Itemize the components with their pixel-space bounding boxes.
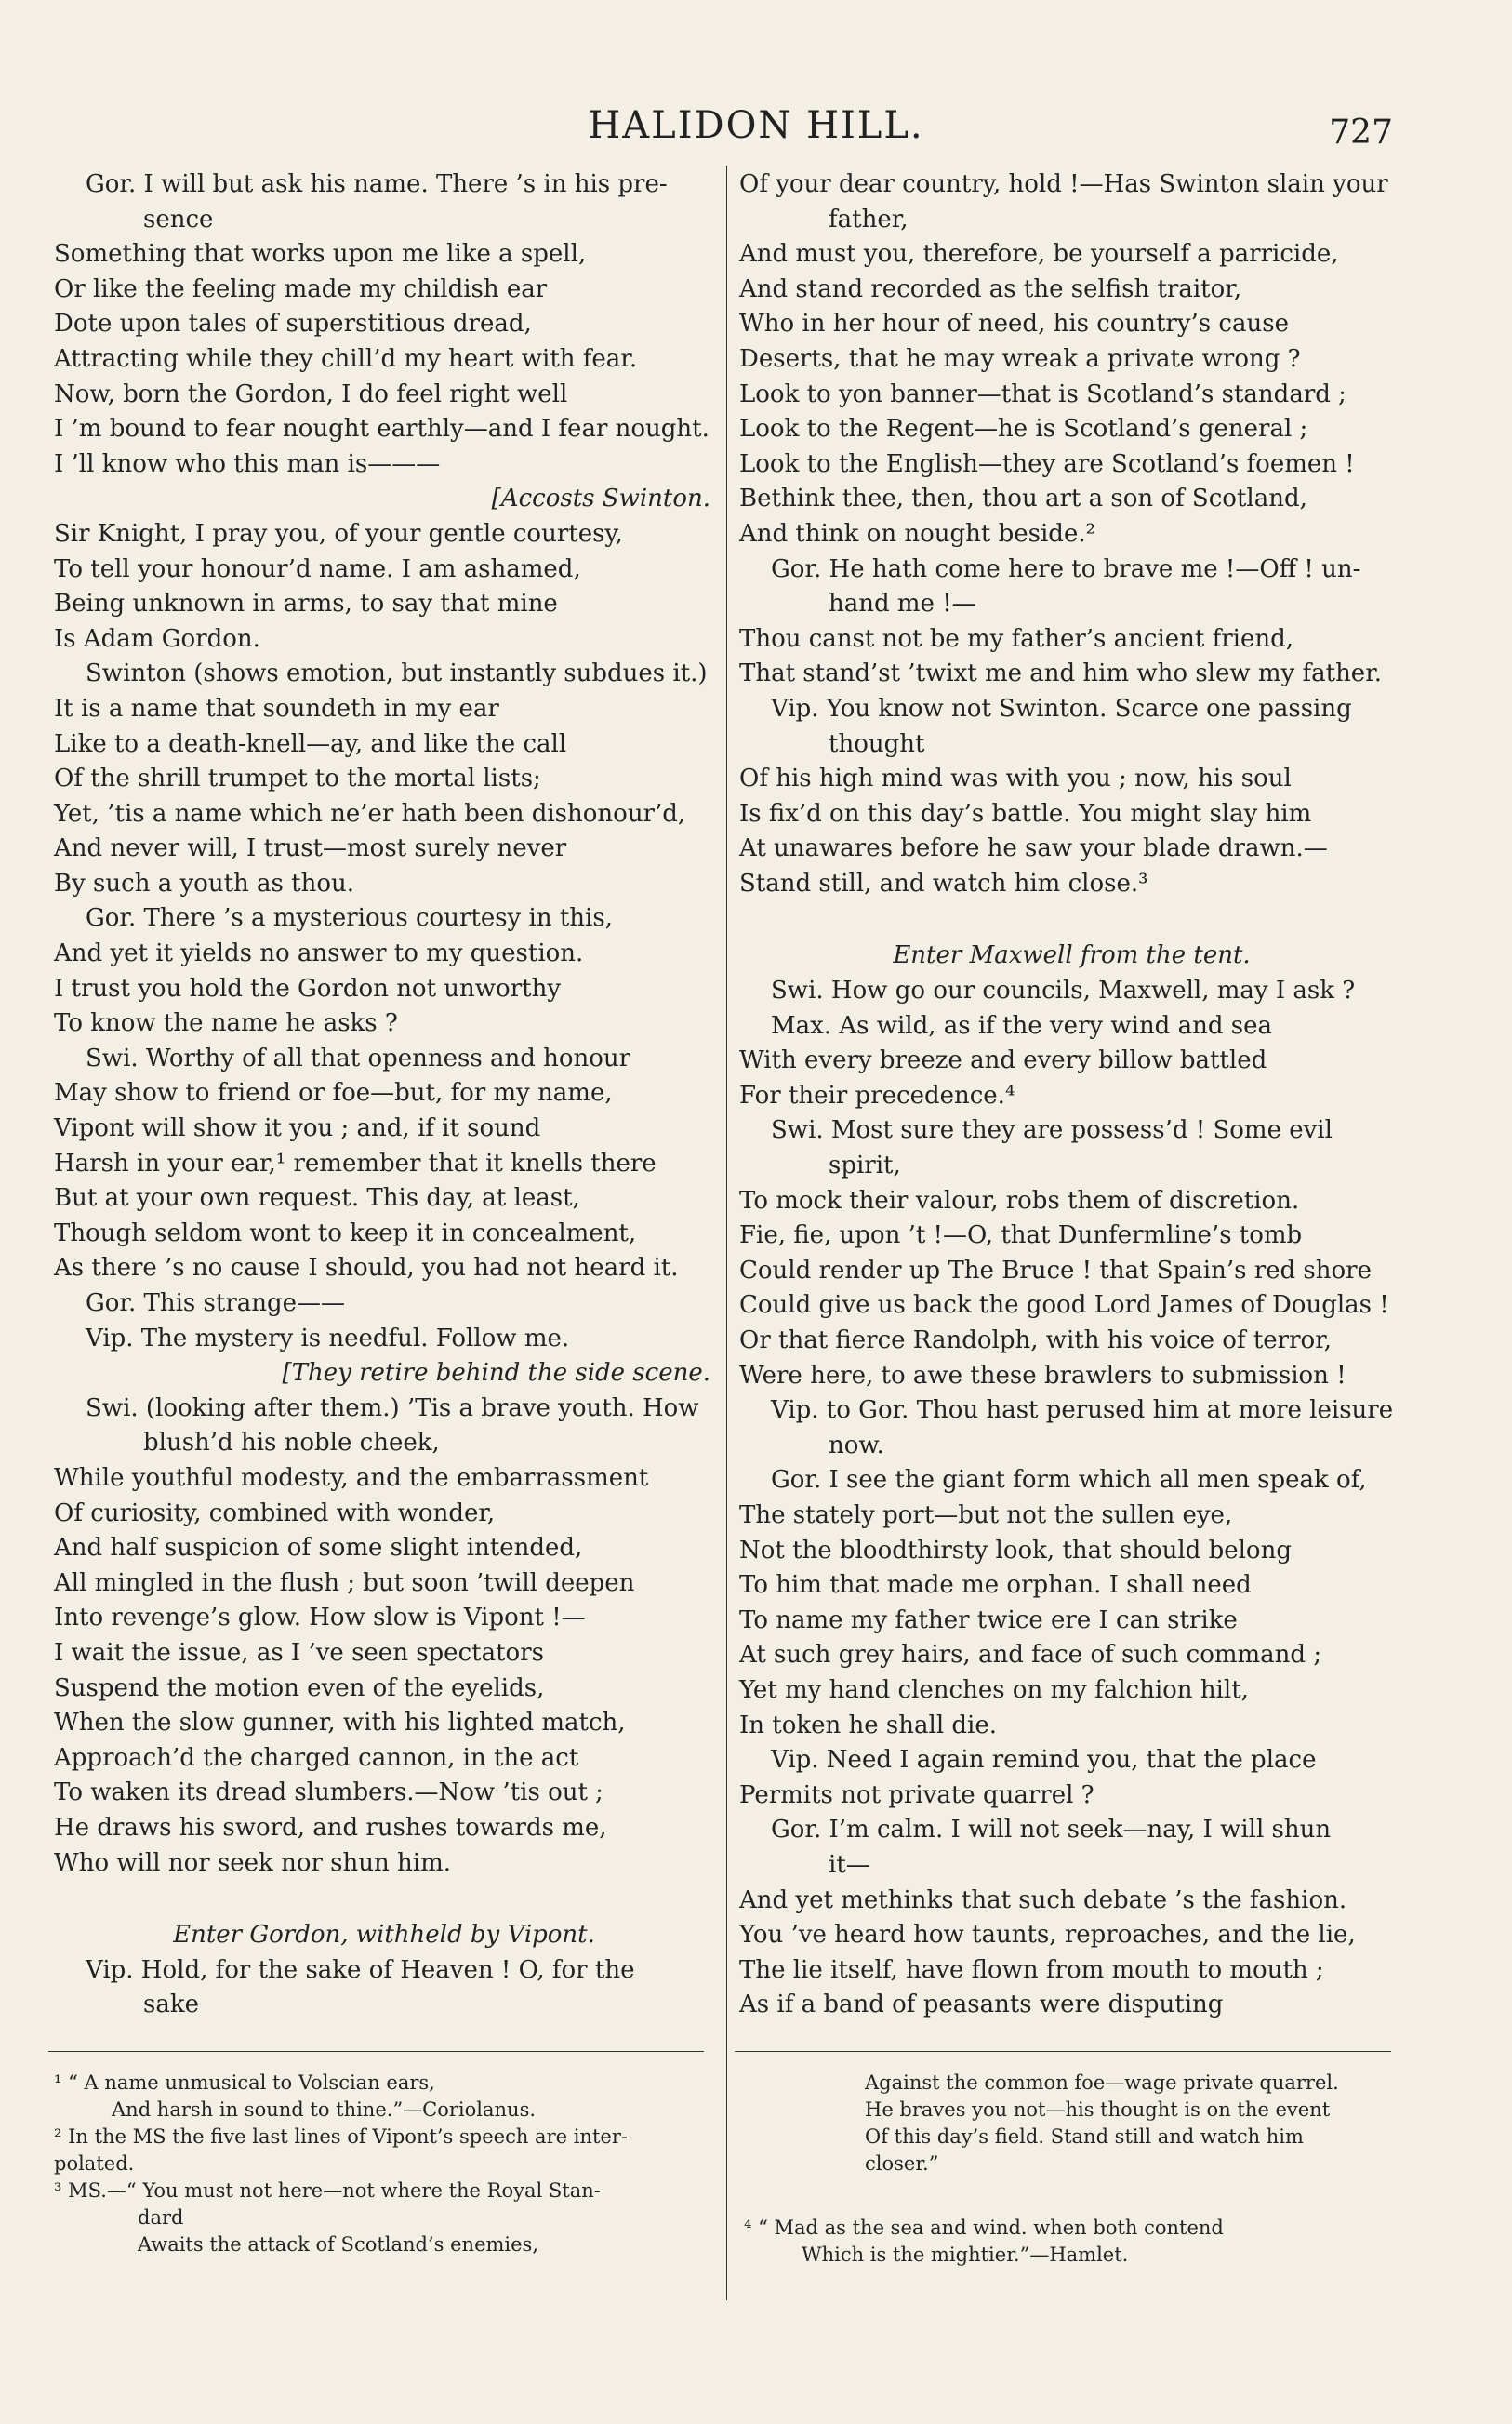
- verse-line: By such a youth as thou.: [54, 869, 354, 898]
- verse-line: Fie, fie, upon ’t !—O, that Dunfermline’s tomb: [739, 1221, 1303, 1250]
- verse-line: Deserts, that he may wreak a private wrong ?: [739, 344, 1301, 373]
- verse-line: Who in her hour of need, his country’s cause: [739, 310, 1289, 339]
- verse-line: And half suspicion of some slight intended,: [54, 1534, 583, 1563]
- footnote-line: closer.”: [865, 2152, 939, 2175]
- verse-line: Look to yon banner—that is Scotland’s standard ;: [739, 380, 1346, 408]
- verse-line: Vipont will show it you ; and, if it sound: [54, 1114, 541, 1143]
- verse-line: While youthful modesty, and the embarrassment: [54, 1463, 649, 1492]
- verse-line: Gor. He hath come here to brave me !—Off ! un-: [771, 554, 1361, 583]
- verse-line: Who will nor seek nor shun him.: [54, 1848, 451, 1877]
- footnote-line: He braves you not—his thought is on the event: [865, 2098, 1331, 2121]
- verse-line: Gor. I will but ask his name. There ’s in his pre-: [86, 170, 668, 198]
- verse-line: I ’m bound to fear nought earthly—and I fear nought.: [54, 415, 710, 444]
- verse-line: sake: [143, 1991, 199, 2019]
- left-text-column: [54, 167, 714, 2023]
- verse-line: Suspend the motion even of the eyelids,: [54, 1673, 545, 1702]
- page-number: 727: [1329, 113, 1393, 152]
- verse-line: Of his high mind was with you ; now, his soul: [739, 765, 1292, 793]
- footnote-line: ² In the MS the five last lines of Vipont’s speech are inter-: [54, 2125, 628, 2148]
- verse-line: At such grey hairs, and face of such command ;: [739, 1641, 1322, 1670]
- footnote-line: ¹ “ A name unmusical to Volscian ears,: [54, 2071, 435, 2094]
- verse-line: Now, born the Gordon, I do feel right well: [54, 380, 568, 408]
- verse-line: Vip. The mystery is needful. Follow me.: [86, 1324, 570, 1352]
- verse-line: [They retire behind the side scene.: [282, 1359, 710, 1388]
- verse-line: Yet my hand clenches on my falchion hilt,: [739, 1675, 1249, 1704]
- verse-line: Vip. You know not Swinton. Scarce one passing: [771, 694, 1352, 723]
- verse-line: Like to a death-knell—ay, and like the call: [54, 729, 567, 758]
- footnote-line: Which is the mightier.”—Hamlet.: [802, 2244, 1129, 2266]
- footnote-line: polated.: [54, 2152, 135, 2175]
- verse-line: Stand still, and watch him close.³: [739, 869, 1148, 898]
- verse-line: You ’ve heard how taunts, reproaches, and the lie,: [739, 1921, 1356, 1950]
- verse-line: Could give us back the good Lord James of Douglas !: [739, 1291, 1389, 1320]
- verse-line: Were here, to awe these brawlers to submission !: [739, 1361, 1346, 1390]
- verse-line: And yet methinks that such debate ’s the fashion.: [739, 1885, 1347, 1914]
- verse-line: May show to friend or foe—but, for my name,: [54, 1079, 613, 1108]
- verse-line: But at your own request. This day, at least,: [54, 1184, 580, 1213]
- footnote-line: And harsh in sound to thine.”—Coriolanus.: [112, 2098, 537, 2121]
- footnotes-right: [744, 2070, 1386, 2269]
- verse-line: To tell your honour’d name. I am ashamed,: [54, 554, 581, 583]
- verse-line: Gor. I see the giant form which all men speak of,: [771, 1466, 1367, 1495]
- verse-line: All mingled in the flush ; but soon ’twill deepen: [54, 1568, 635, 1597]
- verse-line: As if a band of peasants were disputing: [739, 1991, 1224, 2019]
- verse-line: Max. As wild, as if the very wind and sea: [771, 1011, 1272, 1040]
- footnotes-left: [54, 2070, 710, 2258]
- verse-line: blush’d his noble cheek,: [143, 1429, 440, 1458]
- verse-line: Though seldom wont to keep it in concealment,: [54, 1219, 637, 1247]
- verse-line: Swi. How go our councils, Maxwell, may I ask ?: [771, 977, 1356, 1006]
- verse-line: sence: [143, 205, 214, 233]
- verse-line: Thou canst not be my father’s ancient friend,: [739, 624, 1294, 653]
- footnote-line: Of this day’s field. Stand still and watch him: [865, 2125, 1304, 2148]
- verse-line: He draws his sword, and rushes towards me,: [54, 1813, 607, 1842]
- verse-line: Vip. Need I again remind you, that the place: [771, 1746, 1317, 1775]
- page-header: [0, 104, 1512, 160]
- verse-line: Permits not private quarrel ?: [739, 1780, 1094, 1809]
- verse-line: As there ’s no cause I should, you had not heard it.: [54, 1254, 679, 1283]
- verse-line: hand me !—: [829, 590, 976, 619]
- verse-line: And yet it yields no answer to my question.: [54, 939, 584, 968]
- verse-line: Gor. I’m calm. I will not seek—nay, I will shun: [771, 1816, 1332, 1845]
- verse-line: Vip. Hold, for the sake of Heaven ! O, for the: [86, 1955, 635, 1984]
- verse-line: I wait the issue, as I ’ve seen spectators: [54, 1638, 544, 1667]
- verse-line: The stately port—but not the sullen eye,: [739, 1500, 1233, 1529]
- verse-line: And must you, therefore, be yourself a parricide,: [739, 240, 1339, 269]
- verse-line: Attracting while they chill’d my heart with fear.: [54, 344, 638, 373]
- verse-line: [Accosts Swinton.: [491, 485, 710, 513]
- verse-line: Swi. Most sure they are possess’d ! Some evil: [771, 1116, 1333, 1145]
- verse-line: I trust you hold the Gordon not unworthy: [54, 974, 562, 1003]
- verse-line: Into revenge’s glow. How slow is Vipont !—: [54, 1604, 586, 1632]
- verse-line: I ’ll know who this man is———: [54, 449, 441, 478]
- footnote-rule-left: [48, 2051, 704, 2052]
- footnote-line: ³ MS.—“ You must not here—not where the Royal Stan-: [54, 2179, 601, 2202]
- verse-line: father,: [829, 205, 909, 233]
- verse-line: thought: [829, 729, 925, 758]
- verse-line: Something that works upon me like a spell,: [54, 240, 587, 269]
- footnote-line: ⁴ “ Mad as the sea and wind. when both contend: [744, 2217, 1224, 2239]
- verse-line: That stand’st ’twixt me and him who slew my father.: [739, 659, 1383, 688]
- verse-line: Is fix’d on this day’s battle. You might slay him: [739, 799, 1312, 828]
- footnote-line: [744, 2178, 1386, 2215]
- verse-line: Of the shrill trumpet to the mortal lists;: [54, 765, 541, 793]
- verse-line: At unawares before he saw your blade drawn.—: [739, 834, 1328, 863]
- verse-line: The lie itself, have flown from mouth to mouth ;: [739, 1955, 1324, 1984]
- verse-line: Enter Gordon, withheld by Vipont.: [173, 1921, 595, 1950]
- verse-line: Or that fierce Randolph, with his voice of terror,: [739, 1326, 1333, 1354]
- footnote-line: Awaits the attack of Scotland’s enemies,: [138, 2233, 539, 2256]
- right-text-column: [739, 167, 1404, 2023]
- verse-line: When the slow gunner, with his lighted match,: [54, 1709, 626, 1738]
- footnote-rule-right: [735, 2051, 1391, 2052]
- verse-line: Swi. Worthy of all that openness and honour: [86, 1044, 631, 1072]
- verse-line: Enter Maxwell from the tent.: [893, 941, 1251, 970]
- verse-line: Of curiosity, combined with wonder,: [54, 1498, 496, 1527]
- verse-line: it—: [829, 1850, 870, 1879]
- verse-line: Look to the Regent—he is Scotland’s general ;: [739, 415, 1308, 444]
- verse-line: Dote upon tales of superstitious dread,: [54, 310, 532, 339]
- verse-line: To name my father twice ere I can strike: [739, 1605, 1238, 1634]
- verse-line: To know the name he asks ?: [54, 1009, 398, 1038]
- verse-line: Sir Knight, I pray you, of your gentle courtesy,: [54, 519, 623, 548]
- verse-line: Gor. There ’s a mysterious courtesy in this,: [86, 904, 613, 933]
- verse-line: Yet, ’tis a name which ne’er hath been dishonour’d,: [54, 799, 686, 828]
- verse-line: To mock their valour, robs them of discretion.: [739, 1186, 1300, 1215]
- verse-line: Or like the feeling made my childish ear: [54, 274, 548, 303]
- running-title: HALIDON HILL.: [588, 104, 924, 147]
- verse-line: For their precedence.⁴: [739, 1081, 1015, 1110]
- verse-line: Approach’d the charged cannon, in the act: [54, 1743, 579, 1772]
- verse-line: And stand recorded as the selfish traitor,: [739, 274, 1242, 303]
- verse-line: Bethink thee, then, thou art a son of Scotland,: [739, 485, 1307, 513]
- verse-line: Of your dear country, hold !—Has Swinton slain your: [739, 170, 1388, 198]
- verse-line: Is Adam Gordon.: [54, 624, 260, 653]
- verse-line: now.: [829, 1431, 884, 1459]
- verse-line: Swi. (looking after them.) ’Tis a brave youth. How: [86, 1393, 699, 1422]
- verse-line: In token he shall die.: [739, 1711, 998, 1739]
- verse-line: Could render up The Bruce ! that Spain’s red shore: [739, 1256, 1372, 1285]
- column-divider: [726, 166, 727, 2300]
- verse-line: To waken its dread slumbers.—Now ’tis out ;: [54, 1778, 603, 1807]
- verse-line: Vip. to Gor. Thou hast perused him at more leisure: [771, 1396, 1394, 1425]
- footnote-line: dard: [138, 2206, 184, 2229]
- verse-line: With every breeze and every billow battled: [739, 1046, 1267, 1075]
- footnote-line: Against the common foe—wage private quarrel.: [865, 2071, 1339, 2094]
- verse-line: Gor. This strange——: [86, 1289, 346, 1317]
- verse-line: To him that made me orphan. I shall need: [739, 1571, 1252, 1600]
- verse-line: Swinton (shows emotion, but instantly subdues it.): [86, 659, 708, 688]
- verse-line: [54, 1881, 714, 1918]
- verse-line: Not the bloodthirsty look, that should belong: [739, 1536, 1292, 1565]
- verse-line: spirit,: [829, 1152, 901, 1180]
- verse-line: Look to the English—they are Scotland’s foemen !: [739, 449, 1355, 478]
- verse-line: Being unknown in arms, to say that mine: [54, 590, 558, 619]
- verse-line: And never will, I trust—most surely never: [54, 834, 567, 863]
- verse-line: And think on nought beside.²: [739, 519, 1096, 548]
- verse-line: Harsh in your ear,¹ remember that it knells there: [54, 1149, 657, 1178]
- verse-line: [739, 901, 1404, 939]
- verse-line: It is a name that soundeth in my ear: [54, 694, 499, 723]
